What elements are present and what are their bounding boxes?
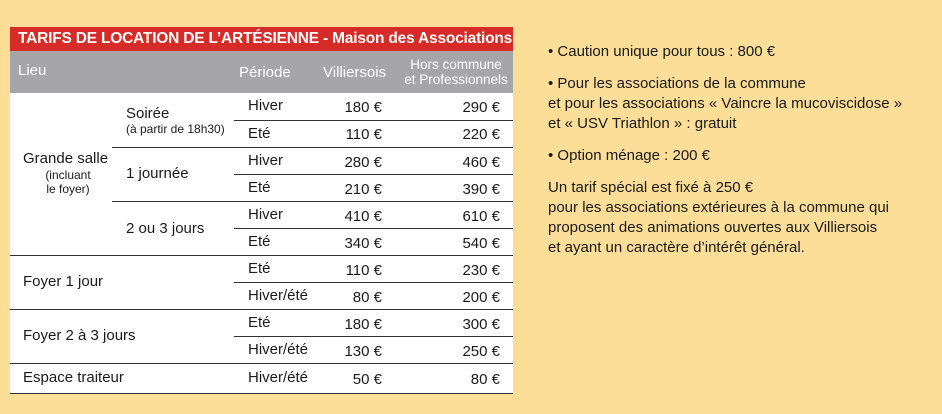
hors-cell: 200 €: [462, 289, 500, 306]
pricing-table-body: [10, 93, 513, 394]
villiersois-cell: 280 €: [344, 154, 382, 171]
hors-cell: 250 €: [462, 343, 500, 360]
villiersois-cell: 50 €: [352, 371, 382, 388]
hors-cell: 300 €: [462, 316, 500, 333]
header-periode: Période: [239, 64, 291, 81]
note-tarif-special-1: Un tarif spécial est fixé à 250 €: [548, 179, 754, 196]
villiersois-cell: 410 €: [344, 208, 382, 225]
note-associations-1: • Pour les associations de la commune: [548, 75, 806, 92]
header-hors-line2: et Professionnels: [404, 72, 508, 87]
note-associations-3: et « USV Triathlon » : gratuit: [548, 115, 737, 132]
note-menage: • Option ménage : 200 €: [548, 147, 711, 164]
lieu-grande-salle: Grande salle: [23, 150, 109, 167]
hors-cell: 610 €: [462, 208, 500, 225]
periode-cell: Eté: [248, 314, 271, 331]
formule-2-3-jours: 2 ou 3 jours: [126, 220, 205, 237]
hors-cell: 230 €: [462, 262, 500, 279]
hors-cell: 390 €: [462, 181, 500, 198]
header-lieu: Lieu: [18, 62, 47, 79]
note-caution: • Caution unique pour tous : 800 €: [548, 43, 776, 60]
note-tarif-special-4: et ayant un caractère d’intérêt général.: [548, 239, 805, 256]
table-header: [10, 51, 513, 93]
periode-cell: Hiver: [248, 152, 284, 169]
periode-cell: Eté: [248, 233, 271, 250]
hors-cell: 460 €: [462, 154, 500, 171]
villiersois-cell: 210 €: [344, 181, 382, 198]
villiersois-cell: 130 €: [344, 343, 382, 360]
lieu-espace-traiteur: Espace traiteur: [23, 369, 124, 386]
lieu-grande-salle-note1: (incluant: [45, 168, 91, 182]
hors-cell: 540 €: [462, 235, 500, 252]
header-villiersois: Villiersois: [323, 64, 387, 81]
lieu-foyer-1-jour: Foyer 1 jour: [23, 273, 104, 290]
formule-soiree-note: (à partir de 18h30): [126, 122, 225, 136]
formule-1-journee: 1 journée: [126, 165, 189, 182]
villiersois-cell: 340 €: [344, 235, 382, 252]
periode-cell: Hiver/été: [248, 287, 309, 304]
note-associations-2: et pour les associations « Vaincre la mucoviscidose »: [548, 95, 903, 112]
villiersois-cell: 80 €: [352, 289, 382, 306]
periode-cell: Eté: [248, 125, 271, 142]
note-tarif-special-2: pour les associations extérieures à la commune qui: [548, 199, 890, 216]
periode-cell: Hiver/été: [248, 369, 309, 386]
villiersois-cell: 110 €: [345, 126, 382, 143]
header-hors-commune: [402, 57, 510, 87]
hors-cell: 80 €: [470, 371, 500, 388]
table-title: TARIFS DE LOCATION DE L’ARTÉSIENNE - Maison des Associations: [10, 27, 513, 51]
periode-cell: Hiver: [248, 206, 284, 223]
header-hors-line1: Hors commune: [410, 57, 502, 72]
note-tarif-special-3: proposent des animations ouvertes aux Villiersois: [548, 219, 878, 236]
villiersois-cell: 110 €: [345, 262, 382, 279]
periode-cell: Hiver: [248, 97, 284, 114]
periode-cell: Hiver/été: [248, 341, 309, 358]
lieu-foyer-2-3-jours: Foyer 2 à 3 jours: [23, 327, 136, 344]
hors-cell: 220 €: [462, 126, 500, 143]
formule-soiree: Soirée: [126, 105, 170, 122]
lieu-grande-salle-note2: le foyer): [46, 182, 90, 196]
hors-cell: 290 €: [462, 99, 500, 116]
villiersois-cell: 180 €: [344, 316, 382, 333]
periode-cell: Eté: [248, 260, 271, 277]
periode-cell: Eté: [248, 179, 271, 196]
villiersois-cell: 180 €: [344, 99, 382, 116]
